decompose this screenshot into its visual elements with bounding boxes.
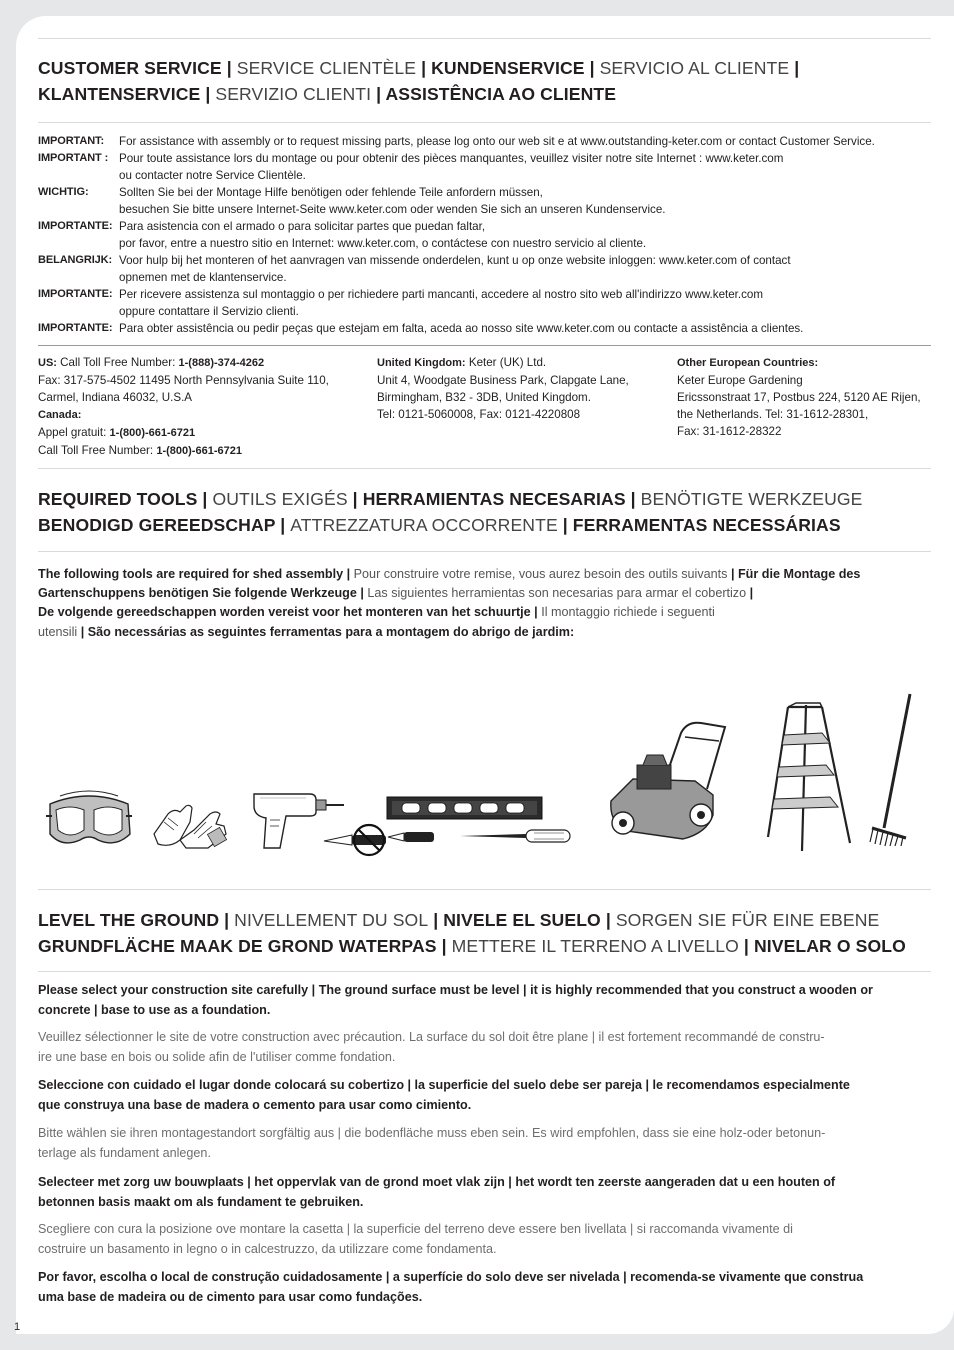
notice-text: Para obter assistência ou pedir peças que estejam em falta, aceda ao nosso site www.keter.com ou contacte a assistência a clientes. [119, 322, 804, 335]
rake-icon [870, 692, 912, 846]
text-segment: NIVELE EL SUELO [443, 910, 601, 930]
notice-text: ou contacter notre Service Clientèle. [119, 169, 306, 182]
text-segment: KUNDENSERVICE [431, 58, 585, 78]
contact-us-canada [38, 354, 368, 460]
contact-line [677, 354, 937, 372]
paragraph-line: uma base de madeira ou de cimento para usar como fundações. [38, 1289, 423, 1304]
text-segment: Call Toll Free Number: [38, 444, 157, 457]
contact-line [377, 389, 672, 406]
important-notice-line [38, 167, 933, 184]
important-notice-line [38, 303, 933, 320]
notice-label [38, 303, 119, 320]
heading-line [38, 907, 928, 933]
notice-label: IMPORTANT : [38, 152, 109, 164]
text-segment: | [356, 586, 368, 601]
level-paragraph [38, 1124, 928, 1163]
important-notice-line [38, 201, 933, 218]
important-notice-line [38, 286, 933, 303]
important-notice-line [38, 218, 933, 235]
contact-line [38, 354, 368, 372]
text-segment: | [600, 910, 616, 930]
screwdriver-icon [460, 828, 572, 844]
heading-line [38, 512, 928, 538]
text-segment: BENODIGD GEREEDSCHAP [38, 515, 276, 535]
text-segment: | [530, 605, 542, 620]
contact-line [38, 442, 368, 460]
text-segment: ASSISTÊNCIA AO CLIENTE [385, 84, 617, 104]
text-segment: | [200, 84, 216, 104]
notice-text: Para asistencia con el armado o para solicitar partes que puedan faltar, [119, 220, 486, 233]
important-notice-line [38, 269, 933, 286]
text-segment: The following tools are required for shed assembly [38, 567, 344, 581]
contact-line [38, 389, 368, 406]
notice-text: por favor, entre a nuestro sitio en Internet: www.keter.com, o contáctese con nuestro servicio al cliente. [119, 237, 647, 250]
text-segment: | [738, 936, 754, 956]
text-segment: Keter Europe Gardening [677, 374, 803, 387]
level-ground-heading [38, 907, 928, 959]
contact-line [38, 424, 368, 442]
page-number: 1 [14, 1321, 21, 1333]
text-segment: Unit 4, Woodgate Business Park, Clapgate Lane, [377, 374, 629, 387]
text-segment: SORGEN SIE FÜR EINE EBENE [615, 910, 880, 930]
contact-line [377, 406, 672, 423]
notice-label: WICHTIG: [38, 186, 89, 198]
notice-label [38, 235, 119, 252]
text-segment: | [77, 624, 88, 639]
level-paragraph [38, 1028, 928, 1067]
contact-divider [38, 345, 931, 346]
text-segment: Ericssonstraat 17, Postbus 224, 5120 AE Rijen, [677, 391, 921, 404]
text-segment: | [436, 936, 452, 956]
important-notice-line [38, 235, 933, 252]
text-segment: | [789, 58, 800, 78]
contact-line [677, 423, 937, 440]
text-segment: | [584, 58, 600, 78]
notice-text: Pour toute assistance lors du montage ou pour obtenir des pièces manquantes, veuillez visiter notre site Internet : www.keter.com [119, 152, 784, 165]
text-segment: 1-(800)-661-6721 [109, 427, 196, 439]
text-segment: OUTILS EXIGÉS [212, 489, 348, 509]
work-gloves-icon [150, 800, 230, 850]
contact-uk [377, 354, 672, 423]
text-segment: SERVIZIO CLIENTI [215, 84, 372, 104]
text-segment: 1-(800)-661-6721 [156, 445, 242, 457]
contact-europe [677, 354, 937, 440]
text-segment: METTERE IL TERRENO A LIVELLO [451, 936, 739, 956]
text-segment: Las siguientes herramientas son necesarias para armar el cobertizo [367, 586, 747, 601]
notice-label: IMPORTANTE: [38, 220, 113, 232]
text-segment: | [746, 586, 754, 601]
contact-line [677, 372, 937, 389]
notice-label: BELANGRIJK: [38, 254, 113, 266]
notice-label [38, 201, 119, 218]
paragraph-line: Please select your construction site carefully | The ground surface must be level | it is highly recommended that you construct a wooden or [38, 983, 873, 997]
customer-service-divider [38, 122, 931, 123]
paragraph-line: Por favor, escolha o local de construção cuidadosamente | a superfície do solo deve ser nivelada | recomenda-se vivamente que construa [38, 1270, 864, 1284]
text-segment: | [347, 489, 363, 509]
paragraph-line: betonnen basis maakt om als fundament te gebruiken. [38, 1194, 364, 1209]
text-segment: Il montaggio richiede i seguenti [541, 605, 715, 620]
text-segment: SERVICE CLIENTÈLE [236, 58, 417, 78]
text-segment: SERVICIO AL CLIENTE [599, 58, 790, 78]
paragraph-line: Seleccione con cuidado el lugar donde colocará su cobertizo | la superficie del suelo debe ser pareja | le recomendamos especialmente [38, 1078, 850, 1092]
text-segment: Tel: 0121-5060008, Fax: 0121-4220808 [377, 408, 581, 421]
heading-line [38, 486, 928, 512]
text-segment: REQUIRED TOOLS [38, 489, 198, 509]
important-notice-line [38, 320, 933, 337]
text-segment: De volgende gereedschappen worden vereist voor het monteren van het schuurtje [38, 605, 531, 620]
text-segment: US: [38, 357, 57, 369]
text-segment: | [219, 910, 235, 930]
text-segment: | [428, 910, 444, 930]
text-segment: | [727, 567, 738, 581]
text-segment: BENÖTIGTE WERKZEUGE [640, 489, 863, 509]
text-segment: HERRAMIENTAS NECESARIAS [362, 489, 626, 509]
contact-line [677, 406, 937, 423]
paragraph-line: terlage als fundament anlegen. [38, 1145, 211, 1160]
text-segment: Für die Montage des Gartenschuppens benötigen Sie folgende Werkzeuge [38, 567, 861, 601]
tools-divider [38, 551, 931, 552]
text-segment: Keter (UK) Ltd. [465, 356, 547, 369]
text-segment: Fax: 31-1612-28322 [677, 425, 782, 438]
paragraph-line: ire une base en bois ou solide afin de l'utiliser comme fondation. [38, 1049, 396, 1064]
notice-text: Sollten Sie bei der Montage Hilfe benötigen oder fehlende Teile anfordern müssen, [119, 186, 543, 199]
text-segment: | [197, 489, 213, 509]
notice-label [38, 167, 119, 184]
notice-text: Per ricevere assistenza sul montaggio o per richiedere parti mancanti, accedere al nostro sito web all'indirizzo www.keter.com [119, 288, 764, 301]
notice-text: opnemen met de klantenservice. [119, 271, 287, 284]
text-segment: NIVELAR O SOLO [753, 936, 906, 956]
utility-knife-icon [388, 830, 436, 844]
text-segment: | [275, 515, 291, 535]
text-segment: KLANTENSERVICE [38, 84, 201, 104]
heading-line [38, 81, 928, 107]
important-notice-line [38, 150, 933, 167]
text-segment: United Kingdom: [377, 357, 466, 369]
lawn-mower-icon [603, 715, 728, 850]
notice-text: oppure contattare il Servizio clienti. [119, 305, 299, 318]
text-segment: FERRAMENTAS NECESSÁRIAS [572, 515, 841, 535]
text-segment: | [371, 84, 386, 104]
text-segment: Other European Countries: [677, 357, 819, 369]
important-notice-line [38, 252, 933, 269]
contact-line [38, 406, 368, 424]
text-segment: | [557, 515, 573, 535]
text-segment: ATTREZZATURA OCCORRENTE [290, 515, 558, 535]
required-tools-heading [38, 486, 928, 538]
text-segment: the Netherlands. Tel: 31-1612-28301, [677, 408, 869, 421]
paragraph-line: Selecteer met zorg uw bouwplaats | het oppervlak van de grond moet vlak zijn | het wordt ten zeerste aangeraden dat u een houten of [38, 1175, 836, 1189]
no-knife-prohibited-icon [322, 823, 390, 858]
text-segment: Canada: [38, 409, 82, 421]
text-segment: GRUNDFLÄCHE MAAK DE GROND WATERPAS [38, 936, 437, 956]
text-segment: Carmel, Indiana 46032, U.S.A [38, 391, 193, 404]
contact-line [677, 389, 937, 406]
level-paragraph [38, 1076, 928, 1115]
text-segment: | [625, 489, 641, 509]
text-segment: LEVEL THE GROUND [38, 910, 220, 930]
required-tools-text [38, 565, 926, 642]
top-divider [38, 38, 931, 39]
text-segment: 1-(888)-374-4262 [178, 357, 265, 369]
contact-line [38, 372, 368, 389]
level-paragraph [38, 1268, 928, 1307]
paragraph-line: que construya una base de madera o cemento para usar como cimiento. [38, 1097, 472, 1112]
text-segment: NIVELLEMENT DU SOL [234, 910, 429, 930]
notice-label: IMPORTANTE: [38, 288, 113, 300]
tools-top-divider [38, 468, 931, 469]
level-divider [38, 971, 931, 972]
notice-label [38, 269, 119, 286]
level-paragraph [38, 981, 928, 1020]
paragraph-line: Veuillez sélectionner le site de votre construction avec précaution. La surface du sol doit être plane | il est fortement recommandé de constru- [38, 1030, 825, 1044]
heading-line [38, 933, 928, 959]
text-segment: Appel gratuit: [38, 426, 110, 439]
text-segment: Fax: 317-575-4502 11495 North Pennsylvania Suite 110, [38, 374, 329, 387]
text-segment: Call Toll Free Number: [56, 356, 179, 369]
notice-text: For assistance with assembly or to request missing parts, please log onto our web sit e at www.outstanding-keter.com or contact Customer Service. [119, 135, 875, 148]
text-segment: utensili [38, 624, 78, 639]
text-segment: CUSTOMER SERVICE [38, 58, 222, 78]
notice-text: besuchen Sie bitte unsere Internet-Seite www.keter.com oder wenden Sie sich an unseren Kundenservice. [119, 203, 666, 216]
heading-line [38, 55, 928, 81]
text-segment: Birmingham, B32 - 3DB, United Kingdom. [377, 391, 591, 404]
text-segment: | [416, 58, 432, 78]
paragraph-line: concrete | base to use as a foundation. [38, 1002, 271, 1017]
contact-line [377, 354, 672, 372]
notice-text: Voor hulp bij het monteren of het aanvragen van missende onderdelen, kunt u op onze website inloggen: www.keter.com of contact [119, 254, 791, 267]
safety-goggles-icon [46, 790, 132, 852]
notice-label: IMPORTANT: [38, 135, 105, 147]
spirit-level-icon [386, 796, 543, 820]
level-paragraph [38, 1173, 928, 1212]
text-segment: | [221, 58, 237, 78]
text-segment: São necessárias as seguintes ferramentas para a montagem do abrigo de jardim: [87, 624, 575, 639]
customer-service-heading [38, 55, 928, 107]
paragraph-line: Scegliere con cura la posizione ove montare la casetta | la superficie del terreno deve essere ben livellata | si raccomanda vivamente di [38, 1222, 793, 1236]
important-notice-line [38, 184, 933, 201]
important-notices [38, 133, 933, 337]
text-segment: | [343, 567, 354, 581]
notice-label: IMPORTANTE: [38, 322, 113, 334]
text-segment: Pour construire votre remise, vous aurez besoin des outils suivants [353, 567, 728, 581]
level-paragraph [38, 1220, 928, 1259]
important-notice-line [38, 133, 933, 150]
level-top-divider [38, 889, 931, 890]
paragraph-line: costruire un basamento in legno o in calcestruzzo, da utilizzare come fondamenta. [38, 1241, 497, 1256]
contact-line [377, 372, 672, 389]
step-ladder-icon [766, 703, 852, 853]
paragraph-line: Bitte wählen sie ihren montagestandort sorgfältig aus | die bodenfläche muss eben sein. Es wird empfohlen, dass sie eine holz-oder betonun- [38, 1126, 826, 1140]
